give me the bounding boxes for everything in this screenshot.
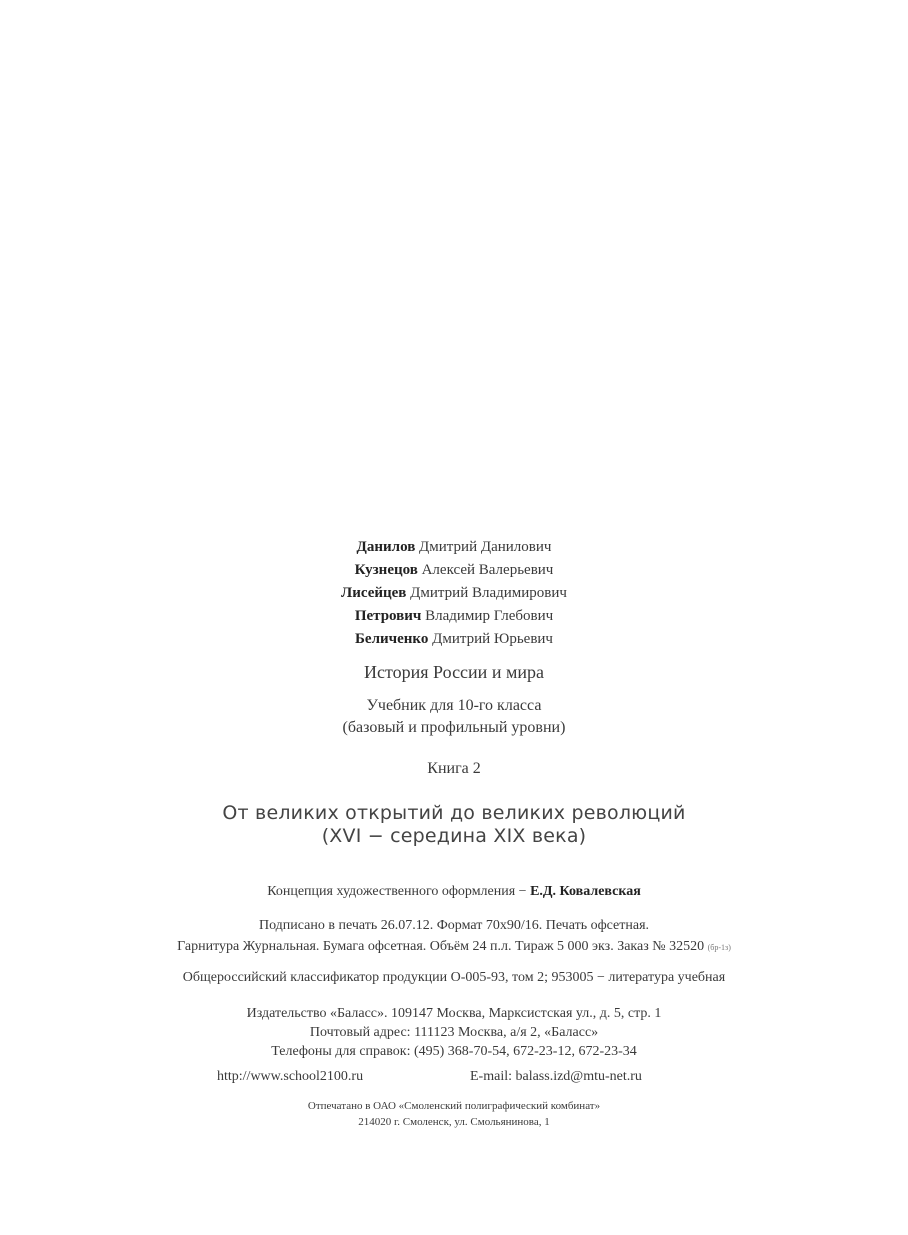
design-concept xyxy=(0,884,908,900)
book-title-line-1: От великих открытий до великих революций xyxy=(222,802,686,824)
print-details-line-2 xyxy=(0,936,908,958)
phone-numbers: Телефоны для справок: (495) 368-70-54, 672-23-12, 672-23-34 xyxy=(271,1044,637,1059)
concept-author: Е.Д. Ковалевская xyxy=(530,884,641,899)
author-surname: Данилов xyxy=(356,539,416,555)
author-name: Дмитрий Юрьевич xyxy=(432,631,553,647)
product-classifier: Общероссийский классификатор продукции О-005-93, том 2; 953005 − литература учебная xyxy=(182,970,726,985)
book-title-line-2: (XVI − середина XIX века) xyxy=(321,825,587,847)
print-details-text: Гарнитура Журнальная. Бумага офсетная. Объём 24 п.л. Тираж 5 000 экз. Заказ № 32520 xyxy=(177,939,705,954)
printer-address: 214020 г. Смоленск, ул. Смольянинова, 1 xyxy=(358,1116,550,1128)
author-name: Владимир Глебович xyxy=(425,608,554,624)
author-name: Дмитрий Данилович xyxy=(419,539,552,555)
author-surname: Петрович xyxy=(354,608,422,624)
concept-label: Концепция художественного оформления − xyxy=(267,884,527,899)
author-surname: Кузнецов xyxy=(354,562,418,578)
book-subtitle xyxy=(0,695,908,739)
book-number: Книга 2 xyxy=(427,760,481,777)
author-4 xyxy=(0,605,908,628)
publisher-info xyxy=(0,1004,908,1061)
subtitle-line-2: (базовый и профильный уровни) xyxy=(342,719,566,736)
authors-block xyxy=(0,536,908,651)
email-link[interactable]: E-mail: balass.izd@mtu-net.ru xyxy=(470,1069,642,1084)
book-series-title: История России и мира xyxy=(364,662,544,682)
publisher-address: Издательство «Баласс». 109147 Москва, Марксистская ул., д. 5, стр. 1 xyxy=(246,1006,662,1021)
author-3 xyxy=(0,582,908,605)
website-link[interactable]: http://www.school2100.ru xyxy=(217,1069,364,1084)
author-1 xyxy=(0,536,908,559)
printer-info xyxy=(0,1098,908,1130)
author-2 xyxy=(0,559,908,582)
author-5 xyxy=(0,628,908,651)
printer-name: Отпечатано в ОАО «Смоленский полиграфический комбинат» xyxy=(307,1100,601,1112)
postal-address: Почтовый адрес: 111123 Москва, а/я 2, «Баласс» xyxy=(309,1025,599,1040)
print-details xyxy=(0,915,908,958)
print-details-line-1: Подписано в печать 26.07.12. Формат 70х90/16. Печать офсетная. xyxy=(258,918,650,933)
subtitle-line-1: Учебник для 10-го класса xyxy=(366,697,542,714)
author-surname: Беличенко xyxy=(355,631,429,647)
author-surname: Лисейцев xyxy=(341,585,407,601)
author-name: Дмитрий Владимирович xyxy=(410,585,567,601)
print-details-note: (бр-1з) xyxy=(707,943,731,952)
author-name: Алексей Валерьевич xyxy=(421,562,554,578)
book-title xyxy=(0,802,908,848)
